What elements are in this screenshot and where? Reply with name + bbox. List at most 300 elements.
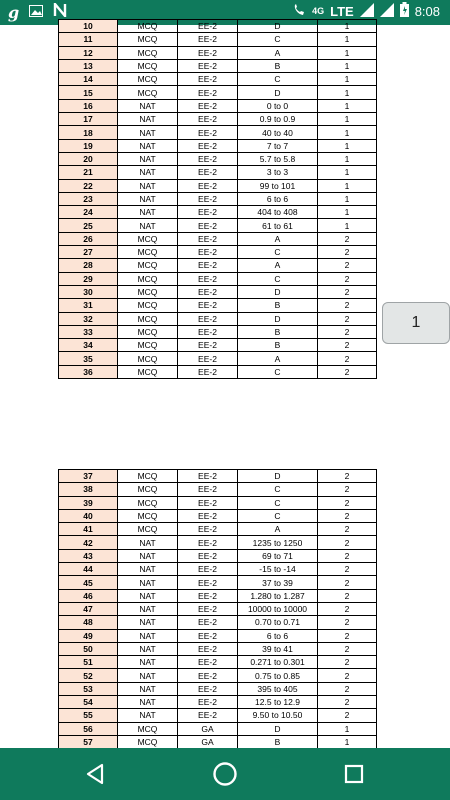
key-cell: -15 to -14	[238, 563, 318, 576]
question-number-cell: 14	[59, 73, 118, 86]
marks-cell: 2	[318, 365, 377, 378]
marks-cell: 2	[318, 483, 377, 496]
clock: 8:08	[414, 3, 440, 19]
question-number-cell: 34	[59, 339, 118, 352]
question-number-cell: 20	[59, 152, 118, 165]
marks-cell: 1	[318, 735, 377, 748]
question-number-cell: 13	[59, 59, 118, 72]
section-cell: EE-2	[178, 483, 238, 496]
key-cell: 69 to 71	[238, 549, 318, 562]
question-type-cell: MCQ	[118, 299, 178, 312]
section-cell: EE-2	[178, 470, 238, 483]
question-number-cell: 37	[59, 470, 118, 483]
question-type-cell: MCQ	[118, 246, 178, 259]
marks-cell: 2	[318, 523, 377, 536]
question-number-cell: 57	[59, 735, 118, 748]
question-number-cell: 47	[59, 602, 118, 615]
table-row	[59, 73, 377, 86]
question-number-cell: 29	[59, 272, 118, 285]
section-cell: EE-2	[178, 139, 238, 152]
question-number-cell: 52	[59, 669, 118, 682]
table-row	[59, 682, 377, 695]
section-cell: EE-2	[178, 629, 238, 642]
marks-cell: 2	[318, 549, 377, 562]
key-cell: D	[238, 722, 318, 735]
key-cell: 1235 to 1250	[238, 536, 318, 549]
marks-cell: 1	[318, 219, 377, 232]
key-cell: 0.271 to 0.301	[238, 656, 318, 669]
question-type-cell: MCQ	[118, 722, 178, 735]
table-row	[59, 483, 377, 496]
question-type-cell: MCQ	[118, 735, 178, 748]
table-row	[59, 312, 377, 325]
section-cell: EE-2	[178, 166, 238, 179]
marks-cell: 1	[318, 192, 377, 205]
question-number-cell: 39	[59, 496, 118, 509]
section-cell: EE-2	[178, 616, 238, 629]
question-number-cell: 32	[59, 312, 118, 325]
section-cell: EE-2	[178, 152, 238, 165]
table-row	[59, 365, 377, 378]
key-cell: 1.280 to 1.287	[238, 589, 318, 602]
question-type-cell: MCQ	[118, 46, 178, 59]
section-cell: EE-2	[178, 325, 238, 338]
table-row	[59, 589, 377, 602]
section-cell: EE-2	[178, 272, 238, 285]
marks-cell: 2	[318, 509, 377, 522]
question-number-cell: 56	[59, 722, 118, 735]
key-cell: C	[238, 272, 318, 285]
table-row	[59, 46, 377, 59]
recents-icon[interactable]	[340, 760, 368, 788]
sheet-page-top	[58, 19, 376, 379]
question-number-cell: 27	[59, 246, 118, 259]
question-type-cell: NAT	[118, 682, 178, 695]
marks-cell: 2	[318, 339, 377, 352]
section-cell: EE-2	[178, 73, 238, 86]
signal-icon-2	[380, 3, 394, 20]
question-number-cell: 41	[59, 523, 118, 536]
question-type-cell: NAT	[118, 152, 178, 165]
question-type-cell: NAT	[118, 563, 178, 576]
question-number-cell: 44	[59, 563, 118, 576]
table-row	[59, 152, 377, 165]
section-cell: EE-2	[178, 549, 238, 562]
table-row	[59, 299, 377, 312]
key-cell: A	[238, 259, 318, 272]
question-number-cell: 24	[59, 206, 118, 219]
key-cell: 7 to 7	[238, 139, 318, 152]
key-cell: 5.7 to 5.8	[238, 152, 318, 165]
marks-cell: 2	[318, 709, 377, 722]
question-number-cell: 19	[59, 139, 118, 152]
table-row	[59, 232, 377, 245]
question-number-cell: 21	[59, 166, 118, 179]
table-row	[59, 642, 377, 655]
marks-cell: 1	[318, 152, 377, 165]
network-label: 4G	[312, 6, 325, 16]
marks-cell: 1	[318, 206, 377, 219]
section-cell: EE-2	[178, 99, 238, 112]
question-number-cell: 50	[59, 642, 118, 655]
section-cell: EE-2	[178, 192, 238, 205]
question-type-cell: MCQ	[118, 86, 178, 99]
table-row	[59, 139, 377, 152]
question-type-cell: NAT	[118, 696, 178, 709]
table-row	[59, 509, 377, 522]
table-row	[59, 219, 377, 232]
section-cell: EE-2	[178, 509, 238, 522]
marks-cell: 1	[318, 33, 377, 46]
question-type-cell: MCQ	[118, 285, 178, 298]
marks-cell: 2	[318, 589, 377, 602]
question-type-cell: MCQ	[118, 232, 178, 245]
section-cell: EE-2	[178, 126, 238, 139]
key-cell: C	[238, 483, 318, 496]
question-number-cell: 26	[59, 232, 118, 245]
key-cell: C	[238, 365, 318, 378]
question-type-cell: MCQ	[118, 59, 178, 72]
marks-cell: 2	[318, 496, 377, 509]
section-cell: GA	[178, 722, 238, 735]
question-type-cell: MCQ	[118, 73, 178, 86]
section-cell: EE-2	[178, 696, 238, 709]
table-row	[59, 656, 377, 669]
question-number-cell: 25	[59, 219, 118, 232]
key-cell: 395 to 405	[238, 682, 318, 695]
marks-cell: 2	[318, 246, 377, 259]
section-cell: EE-2	[178, 709, 238, 722]
table-row	[59, 576, 377, 589]
question-number-cell: 28	[59, 259, 118, 272]
question-type-cell: NAT	[118, 192, 178, 205]
table-row	[59, 352, 377, 365]
table-row	[59, 113, 377, 126]
marks-cell: 2	[318, 563, 377, 576]
section-cell: EE-2	[178, 365, 238, 378]
table-row	[59, 470, 377, 483]
marks-cell: 2	[318, 536, 377, 549]
question-number-cell: 11	[59, 33, 118, 46]
table-row	[59, 696, 377, 709]
question-number-cell: 51	[59, 656, 118, 669]
key-cell: 0.70 to 0.71	[238, 616, 318, 629]
question-type-cell: NAT	[118, 113, 178, 126]
key-cell: 39 to 41	[238, 642, 318, 655]
section-cell: EE-2	[178, 576, 238, 589]
question-type-cell: NAT	[118, 179, 178, 192]
question-number-cell: 45	[59, 576, 118, 589]
marks-cell: 2	[318, 299, 377, 312]
question-number-cell: 49	[59, 629, 118, 642]
key-cell: B	[238, 59, 318, 72]
question-type-cell: MCQ	[118, 496, 178, 509]
question-number-cell: 35	[59, 352, 118, 365]
table-row	[59, 549, 377, 562]
question-type-cell: NAT	[118, 536, 178, 549]
question-type-cell: MCQ	[118, 339, 178, 352]
key-cell: A	[238, 523, 318, 536]
question-type-cell: MCQ	[118, 259, 178, 272]
back-icon[interactable]	[82, 760, 110, 788]
marks-cell: 1	[318, 20, 377, 33]
table-row	[59, 272, 377, 285]
lte-label: LTE	[330, 3, 354, 19]
key-cell: C	[238, 246, 318, 259]
key-cell: 0 to 0	[238, 99, 318, 112]
section-cell: EE-2	[178, 656, 238, 669]
section-cell: GA	[178, 735, 238, 748]
section-cell: EE-2	[178, 113, 238, 126]
table-row	[59, 629, 377, 642]
marks-cell: 1	[318, 722, 377, 735]
key-cell: 9.50 to 10.50	[238, 709, 318, 722]
marks-cell: 1	[318, 113, 377, 126]
marks-cell: 1	[318, 73, 377, 86]
key-cell: 404 to 408	[238, 206, 318, 219]
section-cell: EE-2	[178, 46, 238, 59]
question-type-cell: MCQ	[118, 483, 178, 496]
key-cell: D	[238, 285, 318, 298]
question-type-cell: NAT	[118, 589, 178, 602]
table-row	[59, 285, 377, 298]
image-icon	[29, 4, 43, 22]
section-cell: EE-2	[178, 642, 238, 655]
answer-key-table-top	[58, 19, 377, 379]
marks-cell: 2	[318, 312, 377, 325]
question-number-cell: 22	[59, 179, 118, 192]
section-cell: EE-2	[178, 299, 238, 312]
table-row	[59, 669, 377, 682]
key-cell: A	[238, 352, 318, 365]
question-number-cell: 31	[59, 299, 118, 312]
question-type-cell: NAT	[118, 709, 178, 722]
key-cell: B	[238, 325, 318, 338]
table-row	[59, 339, 377, 352]
marks-cell: 2	[318, 682, 377, 695]
section-cell: EE-2	[178, 312, 238, 325]
key-cell: 12.5 to 12.9	[238, 696, 318, 709]
section-cell: EE-2	[178, 352, 238, 365]
question-type-cell: NAT	[118, 166, 178, 179]
question-number-cell: 43	[59, 549, 118, 562]
marks-cell: 2	[318, 656, 377, 669]
question-number-cell: 30	[59, 285, 118, 298]
section-cell: EE-2	[178, 496, 238, 509]
question-type-cell: NAT	[118, 126, 178, 139]
question-number-cell: 16	[59, 99, 118, 112]
key-cell: 99 to 101	[238, 179, 318, 192]
key-cell: 0.9 to 0.9	[238, 113, 318, 126]
table-row	[59, 536, 377, 549]
section-cell: EE-2	[178, 669, 238, 682]
section-cell: EE-2	[178, 179, 238, 192]
marks-cell: 2	[318, 470, 377, 483]
table-row	[59, 86, 377, 99]
key-cell: B	[238, 735, 318, 748]
question-number-cell: 15	[59, 86, 118, 99]
section-cell: EE-2	[178, 59, 238, 72]
marks-cell: 1	[318, 126, 377, 139]
table-row	[59, 206, 377, 219]
key-cell: 6 to 6	[238, 629, 318, 642]
key-cell: C	[238, 73, 318, 86]
section-cell: EE-2	[178, 206, 238, 219]
marks-cell: 2	[318, 669, 377, 682]
question-type-cell: NAT	[118, 139, 178, 152]
key-cell: A	[238, 232, 318, 245]
question-type-cell: MCQ	[118, 20, 178, 33]
answer-key-table-bottom	[58, 469, 377, 763]
table-row	[59, 126, 377, 139]
section-cell: EE-2	[178, 232, 238, 245]
table-row	[59, 20, 377, 33]
table-row	[59, 616, 377, 629]
section-cell: EE-2	[178, 682, 238, 695]
table-row	[59, 259, 377, 272]
table-row	[59, 246, 377, 259]
section-cell: EE-2	[178, 259, 238, 272]
question-number-cell: 53	[59, 682, 118, 695]
key-cell: 40 to 40	[238, 126, 318, 139]
key-cell: 61 to 61	[238, 219, 318, 232]
question-number-cell: 40	[59, 509, 118, 522]
question-number-cell: 33	[59, 325, 118, 338]
marks-cell: 2	[318, 325, 377, 338]
marks-cell: 1	[318, 86, 377, 99]
key-cell: D	[238, 470, 318, 483]
question-number-cell: 17	[59, 113, 118, 126]
marks-cell: 1	[318, 99, 377, 112]
question-number-cell: 48	[59, 616, 118, 629]
question-type-cell: NAT	[118, 629, 178, 642]
question-type-cell: MCQ	[118, 325, 178, 338]
question-type-cell: MCQ	[118, 470, 178, 483]
table-row	[59, 563, 377, 576]
section-cell: EE-2	[178, 86, 238, 99]
table-row	[59, 33, 377, 46]
question-type-cell: NAT	[118, 99, 178, 112]
question-number-cell: 38	[59, 483, 118, 496]
table-row	[59, 722, 377, 735]
table-row	[59, 59, 377, 72]
table-row	[59, 166, 377, 179]
key-cell: D	[238, 86, 318, 99]
table-row	[59, 325, 377, 338]
table-row	[59, 496, 377, 509]
table-row	[59, 735, 377, 748]
question-type-cell: MCQ	[118, 312, 178, 325]
marks-cell: 2	[318, 616, 377, 629]
question-type-cell: NAT	[118, 219, 178, 232]
key-cell: 10000 to 10000	[238, 602, 318, 615]
question-type-cell: NAT	[118, 576, 178, 589]
app-g-icon: g	[8, 3, 20, 22]
question-number-cell: 18	[59, 126, 118, 139]
question-type-cell: MCQ	[118, 33, 178, 46]
marks-cell: 2	[318, 642, 377, 655]
section-cell: EE-2	[178, 563, 238, 576]
table-row	[59, 523, 377, 536]
marks-cell: 2	[318, 259, 377, 272]
question-number-cell: 12	[59, 46, 118, 59]
marks-cell: 1	[318, 179, 377, 192]
battery-icon	[400, 2, 409, 20]
section-cell: EE-2	[178, 20, 238, 33]
table-row	[59, 99, 377, 112]
question-type-cell: NAT	[118, 602, 178, 615]
question-type-cell: NAT	[118, 206, 178, 219]
wifi-call-icon	[292, 3, 306, 20]
key-cell: C	[238, 496, 318, 509]
question-type-cell: NAT	[118, 549, 178, 562]
navigation-bar	[0, 748, 450, 800]
marks-cell: 2	[318, 576, 377, 589]
section-cell: EE-2	[178, 602, 238, 615]
sheet-page-bottom	[58, 469, 376, 763]
key-cell: D	[238, 312, 318, 325]
marks-cell: 2	[318, 272, 377, 285]
question-type-cell: NAT	[118, 669, 178, 682]
key-cell: B	[238, 339, 318, 352]
page-indicator[interactable]: 1	[382, 302, 450, 344]
section-cell: EE-2	[178, 536, 238, 549]
key-cell: A	[238, 46, 318, 59]
section-cell: EE-2	[178, 246, 238, 259]
question-type-cell: NAT	[118, 656, 178, 669]
question-type-cell: NAT	[118, 616, 178, 629]
question-number-cell: 36	[59, 365, 118, 378]
section-cell: EE-2	[178, 523, 238, 536]
section-cell: EE-2	[178, 33, 238, 46]
key-cell: 0.75 to 0.85	[238, 669, 318, 682]
question-number-cell: 46	[59, 589, 118, 602]
question-type-cell: MCQ	[118, 523, 178, 536]
key-cell: 6 to 6	[238, 192, 318, 205]
question-type-cell: MCQ	[118, 352, 178, 365]
marks-cell: 2	[318, 285, 377, 298]
key-cell: B	[238, 299, 318, 312]
home-icon[interactable]	[211, 760, 239, 788]
marks-cell: 2	[318, 629, 377, 642]
question-number-cell: 55	[59, 709, 118, 722]
question-number-cell: 42	[59, 536, 118, 549]
table-row	[59, 179, 377, 192]
marks-cell: 2	[318, 696, 377, 709]
marks-cell: 1	[318, 46, 377, 59]
marks-cell: 2	[318, 602, 377, 615]
table-row	[59, 192, 377, 205]
key-cell: C	[238, 33, 318, 46]
key-cell: 37 to 39	[238, 576, 318, 589]
table-row	[59, 709, 377, 722]
marks-cell: 1	[318, 139, 377, 152]
marks-cell: 1	[318, 166, 377, 179]
table-row	[59, 602, 377, 615]
signal-icon	[360, 3, 374, 20]
key-cell: C	[238, 509, 318, 522]
marks-cell: 2	[318, 232, 377, 245]
question-number-cell: 54	[59, 696, 118, 709]
question-type-cell: MCQ	[118, 272, 178, 285]
question-number-cell: 23	[59, 192, 118, 205]
question-type-cell: MCQ	[118, 365, 178, 378]
section-cell: EE-2	[178, 285, 238, 298]
section-cell: EE-2	[178, 339, 238, 352]
question-type-cell: NAT	[118, 642, 178, 655]
key-cell: D	[238, 20, 318, 33]
marks-cell: 2	[318, 352, 377, 365]
